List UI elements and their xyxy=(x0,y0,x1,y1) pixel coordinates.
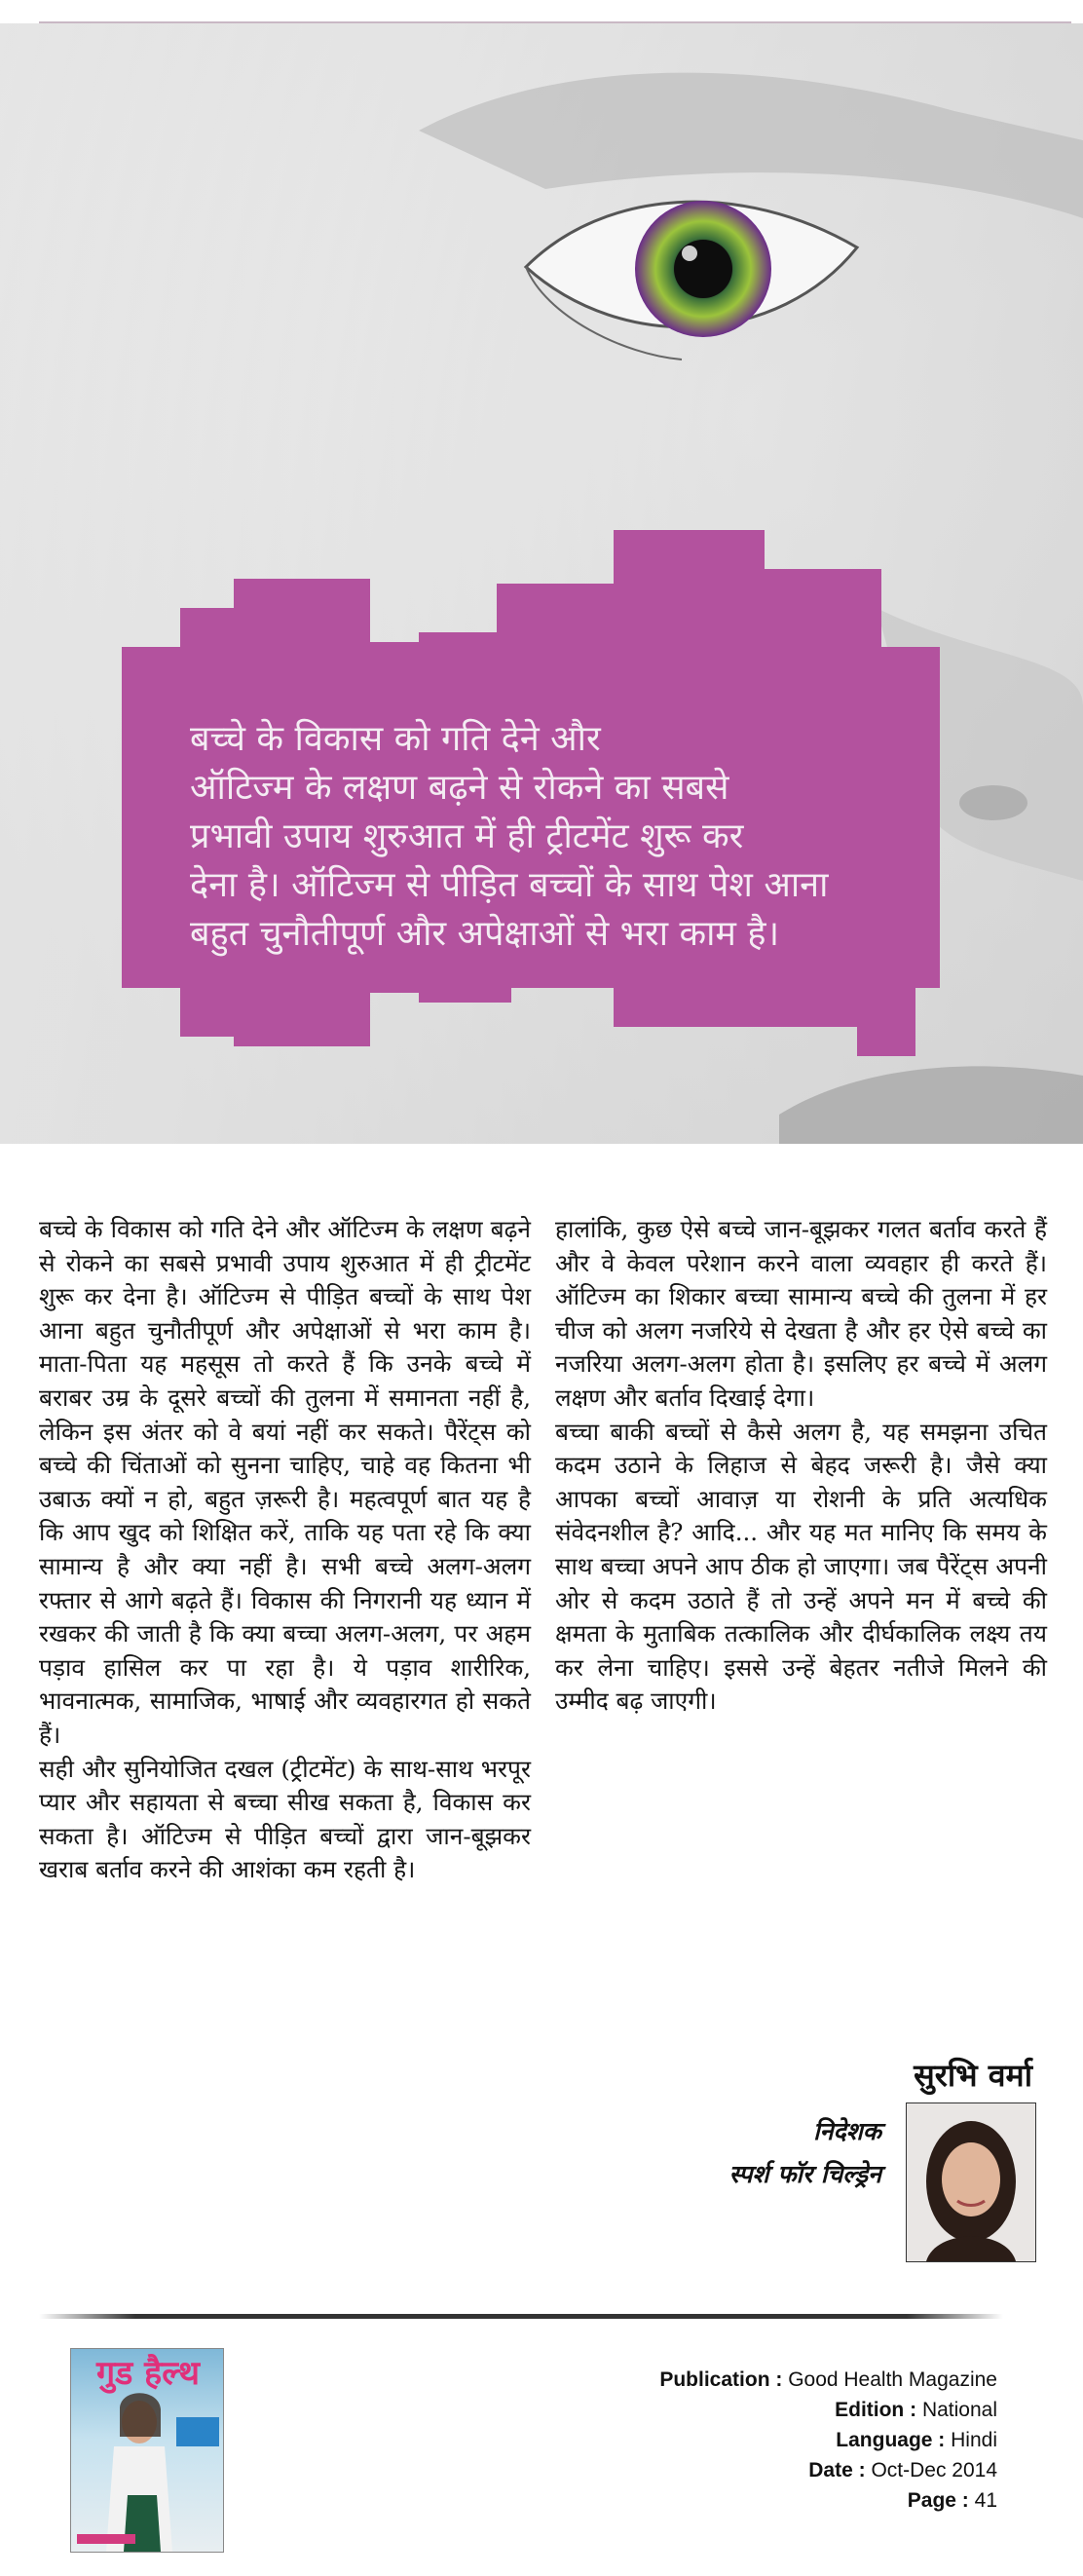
author-photo xyxy=(906,2102,1036,2262)
date-label: Date : xyxy=(808,2459,866,2481)
article-paragraph: सही और सुनियोजित दखल (ट्रीटमेंट) के साथ-साथ भरपूर प्यार और सहायता से बच्चा सीख सकता है, विकास कर सकता है। ऑटिज्म से पीड़ित बच्चों द्वारा जान-बूझकर खराब बर्ताव करने की आशंका कम रहती है। xyxy=(39,1754,531,1884)
edition-value: National xyxy=(921,2399,997,2421)
magazine-cover xyxy=(70,2348,224,2553)
hero-image xyxy=(0,23,1083,1144)
article-column-right xyxy=(555,1213,1047,1719)
pull-quote-line: बच्चे के विकास को गति देने और xyxy=(190,719,601,759)
pull-quote-line: ऑटिज्म के लक्षण बढ़ने से रोकने का सबसे xyxy=(190,768,729,808)
date-row xyxy=(659,2455,997,2485)
author-role: निदेशक xyxy=(813,2117,881,2145)
cover-title: गुड हैल्थ xyxy=(96,2354,200,2393)
publication-value: Good Health Magazine xyxy=(788,2368,997,2391)
article-paragraph: हालांकि, कुछ ऐसे बच्चे जान-बूझकर गलत बर्ताव करते हैं और वे केवल परेशान करने वाला व्यवहार ही करते हैं। ऑटिज्म का शिकार बच्चा सामान्य बच्चे की तुलना में हर चीज को अलग नजरिये से देखता है और हर ऐसे बच्चे का नजरिया अलग-अलग होता है। इसलिए हर बच्चे में अलग लक्षण और बर्ताव दिखाई देगा। xyxy=(555,1215,1047,1412)
page-value: 41 xyxy=(974,2489,997,2512)
page-row xyxy=(659,2485,997,2516)
page-label: Page : xyxy=(907,2489,969,2512)
cover-model-image xyxy=(71,2349,223,2552)
author-organization: स्पर्श फॉर चिल्ड्रेन xyxy=(728,2160,881,2188)
language-value: Hindi xyxy=(951,2429,997,2451)
article-paragraph: बच्चे के विकास को गति देने और ऑटिज्म के लक्षण बढ़ने से रोकने का सबसे प्रभावी उपाय शुरुआत में ही ट्रीटमेंट शुरू कर देना है। ऑटिज्म से पीड़ित बच्चों के साथ पेश आना बहुत चुनौतीपूर्ण और अपेक्षाओं से भरा काम है। माता-पिता यह महसूस तो करते हैं कि उनके बच्चे में बराबर उम्र के दूसरे बच्चों की तुलना में समानता नहीं है, लेकिन इस अंतर को वे बयां नहीं कर सकते। पैरेंट्स को बच्चे की चिंताओं को सुनना चाहिए, चाहे वह कितना भी उबाऊ क्यों न हो, बहुत ज़रूरी है। महत्वपूर्ण बात यह है कि आप खुद को शिक्षित करें, ताकि यह पता रहे कि क्या सामान्य है और क्या नहीं है। सभी बच्चे अलग-अलग रफ्तार से आगे बढ़ते हैं। विकास की निगरानी यह ध्यान में रखकर की जाती है कि क्या बच्चा अलग-अलग, पर अहम पड़ाव हासिल कर पा रहा है। ये पड़ाव शारीरिक, भावनात्मक, सामाजिक, भाषाई और व्यवहारगत हो सकते हैं। xyxy=(39,1215,531,1749)
bottom-rule xyxy=(39,2314,1003,2319)
publication-label: Publication : xyxy=(659,2368,783,2391)
date-value: Oct-Dec 2014 xyxy=(871,2459,997,2481)
edition-row xyxy=(659,2395,997,2425)
publication-details xyxy=(659,2365,997,2516)
edition-label: Edition : xyxy=(835,2399,917,2421)
article-paragraph: बच्चा बाकी बच्चों से कैसे अलग है, यह समझना उचित कदम उठाने के लिहाज से बेहद जरूरी है। जैसे क्या आपका बच्चों आवाज़ या रोशनी के प्रति अत्यधिक संवेदनशील है? आदि... और यह मत मानिए कि समय के साथ बच्चा अपने आप ठीक हो जाएगा। जब पैरेंट्स अपनी ओर से कदम उठाते हैं तो उन्हें अपने मन में बच्चे की क्षमता के मुताबिक तत्कालिक और दीर्घकालिक लक्ष्य तय कर लेना चाहिए। इससे उन्हें बेहतर नतीजे मिलने की उम्मीद बढ़ जाएगी। xyxy=(555,1417,1047,1716)
pull-quote-line: देना है। ऑटिज्म से पीड़ित बच्चों के साथ पेश आना xyxy=(190,865,829,905)
publication-row xyxy=(659,2365,997,2395)
eye-illustration xyxy=(0,23,1083,1144)
author-name: सुरभि वर्मा xyxy=(914,2057,1032,2094)
pull-quote-line: प्रभावी उपाय शुरुआत में ही ट्रीटमेंट शुरू कर xyxy=(190,816,744,856)
pull-quote xyxy=(190,715,959,959)
article-column-left xyxy=(39,1213,531,1887)
language-row xyxy=(659,2425,997,2455)
pull-quote-line: बहुत चुनौतीपूर्ण और अपेक्षाओं से भरा काम है। xyxy=(190,914,780,954)
language-label: Language : xyxy=(836,2429,946,2451)
